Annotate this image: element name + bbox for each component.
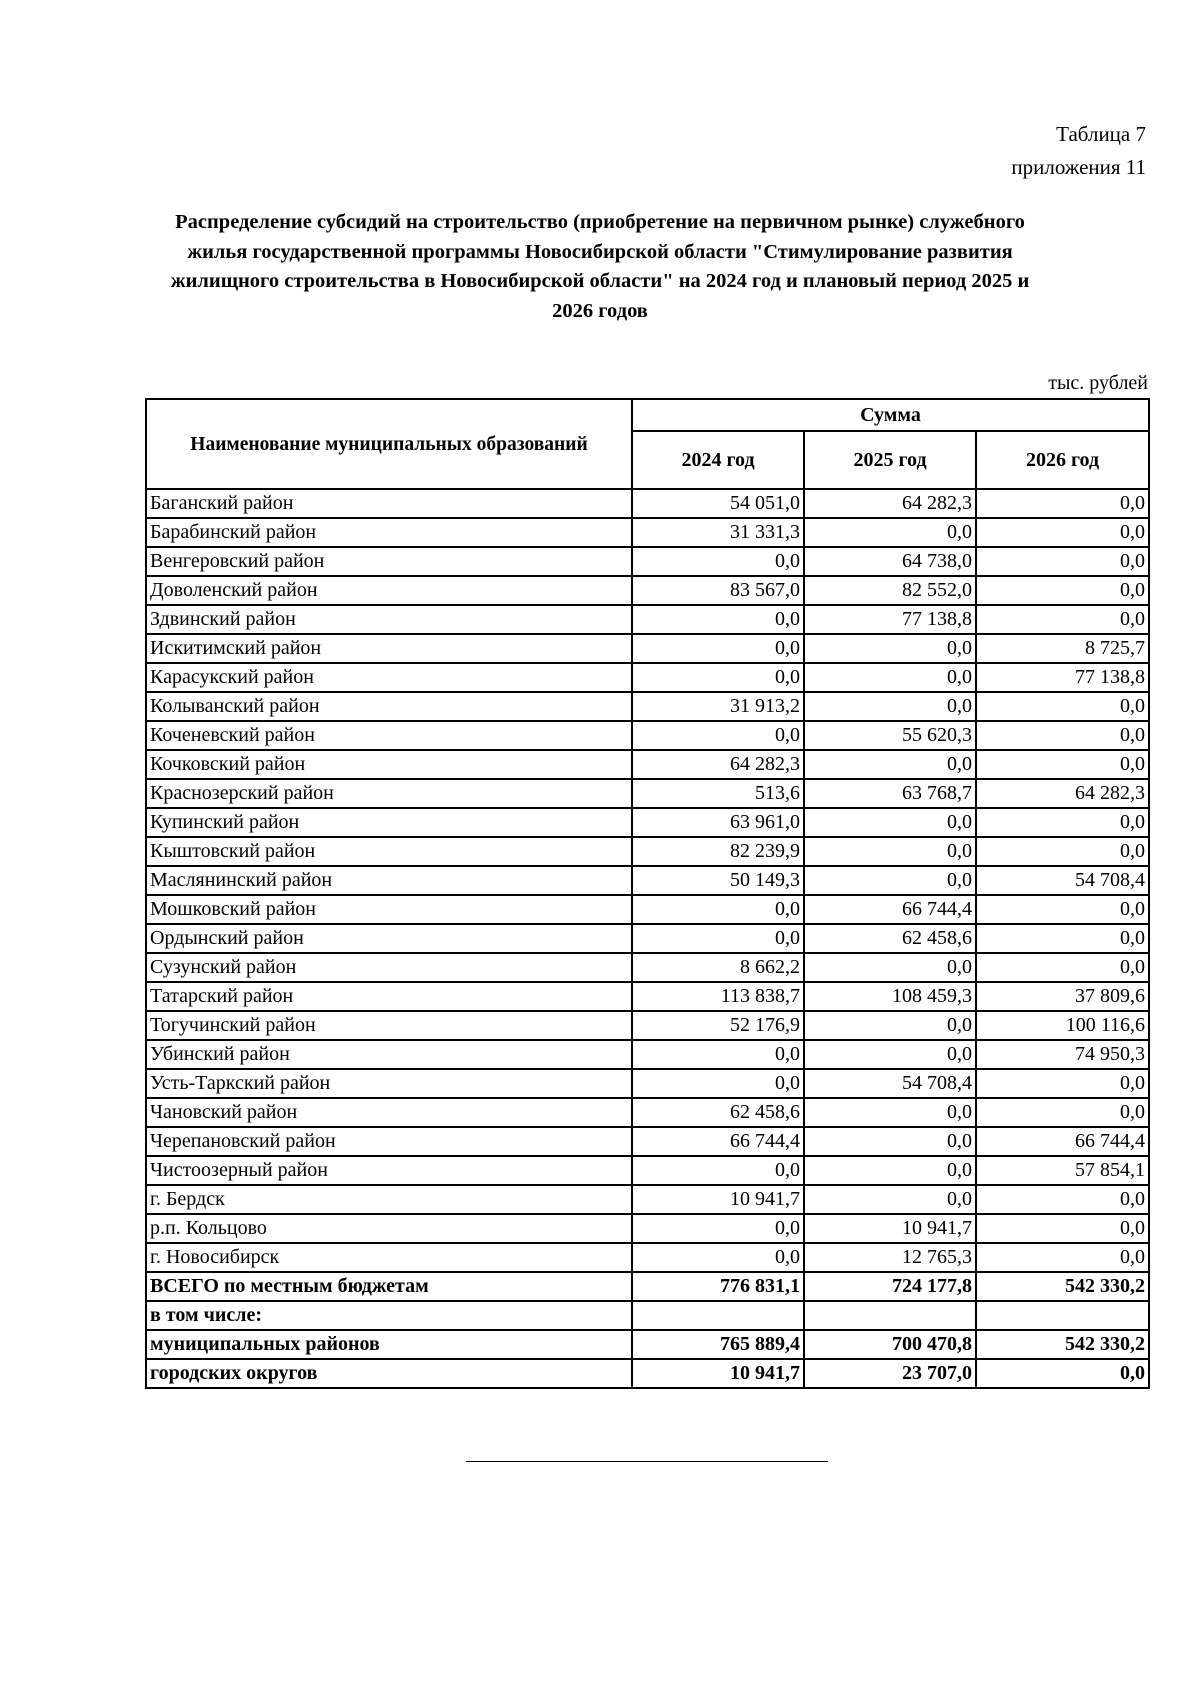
table-row — [146, 1214, 1149, 1243]
municipality-cell: Усть-Таркский район — [146, 1069, 632, 1098]
value-2024-cell: 82 239,9 — [632, 837, 804, 866]
appendix-number: приложения 11 — [1011, 155, 1146, 179]
value-2025-cell: 0,0 — [804, 1127, 976, 1156]
table-row — [146, 547, 1149, 576]
municipality-cell: Татарский район — [146, 982, 632, 1011]
table-row — [146, 953, 1149, 982]
value-2026-cell: 0,0 — [976, 489, 1149, 518]
table-row — [146, 1040, 1149, 1069]
municipality-cell: Кочковский район — [146, 750, 632, 779]
value-2025-cell: 0,0 — [804, 518, 976, 547]
table-row — [146, 982, 1149, 1011]
municipality-cell: Кыштовский район — [146, 837, 632, 866]
header-year-2024: 2024 год — [632, 431, 804, 489]
municipality-cell: Здвинский район — [146, 605, 632, 634]
value-2024-cell: 83 567,0 — [632, 576, 804, 605]
municipality-cell: в том числе: — [146, 1301, 632, 1330]
value-2026-cell: 0,0 — [976, 1098, 1149, 1127]
municipality-cell: Маслянинский район — [146, 866, 632, 895]
value-2024-cell: 31 913,2 — [632, 692, 804, 721]
value-2024-cell: 63 961,0 — [632, 808, 804, 837]
value-2024-cell: 52 176,9 — [632, 1011, 804, 1040]
value-2025-cell — [804, 1301, 976, 1330]
table-body — [146, 489, 1149, 1388]
value-2026-cell: 0,0 — [976, 518, 1149, 547]
municipality-cell: Чановский район — [146, 1098, 632, 1127]
municipality-cell: Убинский район — [146, 1040, 632, 1069]
municipality-cell: Черепановский район — [146, 1127, 632, 1156]
table-row — [146, 808, 1149, 837]
value-2025-cell: 66 744,4 — [804, 895, 976, 924]
value-2025-cell: 64 738,0 — [804, 547, 976, 576]
value-2026-cell: 0,0 — [976, 808, 1149, 837]
table-row — [146, 866, 1149, 895]
value-2026-cell: 74 950,3 — [976, 1040, 1149, 1069]
value-2024-cell: 113 838,7 — [632, 982, 804, 1011]
table-row — [146, 518, 1149, 547]
value-2025-cell: 0,0 — [804, 1156, 976, 1185]
value-2025-cell: 63 768,7 — [804, 779, 976, 808]
value-2024-cell: 776 831,1 — [632, 1272, 804, 1301]
table-row — [146, 1156, 1149, 1185]
value-2024-cell: 0,0 — [632, 663, 804, 692]
value-2025-cell: 23 707,0 — [804, 1359, 976, 1388]
value-2026-cell: 0,0 — [976, 750, 1149, 779]
municipality-cell: г. Новосибирск — [146, 1243, 632, 1272]
value-2026-cell: 57 854,1 — [976, 1156, 1149, 1185]
header-municipality: Наименование муниципальных образований — [146, 399, 632, 489]
municipality-cell: р.п. Кольцово — [146, 1214, 632, 1243]
value-2024-cell: 10 941,7 — [632, 1185, 804, 1214]
value-2025-cell: 55 620,3 — [804, 721, 976, 750]
table-row — [146, 692, 1149, 721]
value-2024-cell: 50 149,3 — [632, 866, 804, 895]
value-2025-cell: 700 470,8 — [804, 1330, 976, 1359]
value-2025-cell: 0,0 — [804, 1011, 976, 1040]
value-2025-cell: 54 708,4 — [804, 1069, 976, 1098]
value-2025-cell: 724 177,8 — [804, 1272, 976, 1301]
municipality-cell: Карасукский район — [146, 663, 632, 692]
value-2025-cell: 77 138,8 — [804, 605, 976, 634]
table-row — [146, 779, 1149, 808]
value-2024-cell: 10 941,7 — [632, 1359, 804, 1388]
value-2025-cell: 82 552,0 — [804, 576, 976, 605]
municipality-cell: Искитимский район — [146, 634, 632, 663]
table-row — [146, 837, 1149, 866]
value-2026-cell: 542 330,2 — [976, 1272, 1149, 1301]
value-2024-cell: 0,0 — [632, 895, 804, 924]
value-2026-cell: 0,0 — [976, 953, 1149, 982]
value-2026-cell: 0,0 — [976, 605, 1149, 634]
municipality-cell: г. Бердск — [146, 1185, 632, 1214]
value-2025-cell: 0,0 — [804, 1040, 976, 1069]
table-row — [146, 1011, 1149, 1040]
value-2026-cell: 100 116,6 — [976, 1011, 1149, 1040]
value-2026-cell: 8 725,7 — [976, 634, 1149, 663]
value-2026-cell: 0,0 — [976, 837, 1149, 866]
value-2025-cell: 0,0 — [804, 692, 976, 721]
value-2025-cell: 12 765,3 — [804, 1243, 976, 1272]
value-2024-cell: 0,0 — [632, 634, 804, 663]
table-row — [146, 1185, 1149, 1214]
header-year-2025: 2025 год — [804, 431, 976, 489]
value-2026-cell: 0,0 — [976, 547, 1149, 576]
municipality-cell: Коченевский район — [146, 721, 632, 750]
municipality-cell: Ордынский район — [146, 924, 632, 953]
municipality-cell: Тогучинский район — [146, 1011, 632, 1040]
municipality-cell: Колыванский район — [146, 692, 632, 721]
value-2026-cell: 66 744,4 — [976, 1127, 1149, 1156]
summary-row — [146, 1359, 1149, 1388]
value-2026-cell: 0,0 — [976, 1069, 1149, 1098]
value-2024-cell: 513,6 — [632, 779, 804, 808]
header-sum: Сумма — [632, 399, 1149, 431]
value-2026-cell: 0,0 — [976, 576, 1149, 605]
municipality-cell: Барабинский район — [146, 518, 632, 547]
table-row — [146, 750, 1149, 779]
value-2024-cell: 0,0 — [632, 547, 804, 576]
value-2025-cell: 0,0 — [804, 1185, 976, 1214]
municipality-cell: Сузунский район — [146, 953, 632, 982]
value-2024-cell: 62 458,6 — [632, 1098, 804, 1127]
municipality-cell: Мошковский район — [146, 895, 632, 924]
table-row — [146, 1069, 1149, 1098]
table-row — [146, 489, 1149, 518]
table-row — [146, 1098, 1149, 1127]
table-row — [146, 576, 1149, 605]
table-row — [146, 1243, 1149, 1272]
value-2026-cell: 542 330,2 — [976, 1330, 1149, 1359]
value-2025-cell: 0,0 — [804, 663, 976, 692]
value-2025-cell: 0,0 — [804, 750, 976, 779]
table-row — [146, 1127, 1149, 1156]
value-2026-cell — [976, 1301, 1149, 1330]
value-2025-cell: 64 282,3 — [804, 489, 976, 518]
document-title: Распределение субсидий на строительство (приобретение на первичном рынке) служебного жилья государственной программы Новосибирской области "Стимулирование развития жилищного строительства в Новосибирской области" на 2024 год и плановый период 2025 и 2026 годов — [170, 211, 1030, 322]
value-2026-cell: 0,0 — [976, 721, 1149, 750]
value-2024-cell: 8 662,2 — [632, 953, 804, 982]
municipality-cell: ВСЕГО по местным бюджетам — [146, 1272, 632, 1301]
value-2025-cell: 0,0 — [804, 866, 976, 895]
value-2025-cell: 0,0 — [804, 808, 976, 837]
table-row — [146, 895, 1149, 924]
value-2024-cell: 0,0 — [632, 1214, 804, 1243]
value-2026-cell: 0,0 — [976, 1359, 1149, 1388]
appendix-reference — [1011, 118, 1146, 184]
value-2024-cell: 0,0 — [632, 1069, 804, 1098]
value-2026-cell: 0,0 — [976, 1185, 1149, 1214]
value-2025-cell: 108 459,3 — [804, 982, 976, 1011]
municipality-cell: Купинский район — [146, 808, 632, 837]
value-2024-cell: 765 889,4 — [632, 1330, 804, 1359]
municipality-cell: Чистоозерный район — [146, 1156, 632, 1185]
value-2024-cell: 66 744,4 — [632, 1127, 804, 1156]
value-2025-cell: 0,0 — [804, 953, 976, 982]
value-2026-cell: 37 809,6 — [976, 982, 1149, 1011]
subsidy-table — [145, 398, 1150, 1389]
municipality-cell: Краснозерский район — [146, 779, 632, 808]
value-2025-cell: 0,0 — [804, 837, 976, 866]
end-rule — [466, 1461, 828, 1462]
table-row — [146, 605, 1149, 634]
value-2026-cell: 0,0 — [976, 1214, 1149, 1243]
value-2026-cell: 54 708,4 — [976, 866, 1149, 895]
value-2024-cell: 31 331,3 — [632, 518, 804, 547]
units-label: тыс. рублей — [1048, 372, 1148, 394]
summary-row — [146, 1272, 1149, 1301]
value-2024-cell: 54 051,0 — [632, 489, 804, 518]
value-2026-cell: 0,0 — [976, 895, 1149, 924]
value-2024-cell: 0,0 — [632, 1040, 804, 1069]
value-2025-cell: 10 941,7 — [804, 1214, 976, 1243]
value-2024-cell: 64 282,3 — [632, 750, 804, 779]
value-2024-cell: 0,0 — [632, 721, 804, 750]
value-2024-cell: 0,0 — [632, 605, 804, 634]
summary-row — [146, 1330, 1149, 1359]
header-year-2026: 2026 год — [976, 431, 1149, 489]
value-2024-cell: 0,0 — [632, 924, 804, 953]
value-2024-cell — [632, 1301, 804, 1330]
municipality-cell: Венгеровский район — [146, 547, 632, 576]
value-2026-cell: 0,0 — [976, 692, 1149, 721]
table-row — [146, 663, 1149, 692]
summary-row — [146, 1301, 1149, 1330]
value-2024-cell: 0,0 — [632, 1156, 804, 1185]
table-number: Таблица 7 — [1056, 122, 1146, 146]
table-row — [146, 924, 1149, 953]
value-2024-cell: 0,0 — [632, 1243, 804, 1272]
value-2025-cell: 0,0 — [804, 1098, 976, 1127]
municipality-cell: Доволенский район — [146, 576, 632, 605]
table-row — [146, 634, 1149, 663]
value-2025-cell: 0,0 — [804, 634, 976, 663]
municipality-cell: муниципальных районов — [146, 1330, 632, 1359]
value-2025-cell: 62 458,6 — [804, 924, 976, 953]
value-2026-cell: 0,0 — [976, 1243, 1149, 1272]
municipality-cell: городских округов — [146, 1359, 632, 1388]
value-2026-cell: 0,0 — [976, 924, 1149, 953]
value-2026-cell: 77 138,8 — [976, 663, 1149, 692]
value-2026-cell: 64 282,3 — [976, 779, 1149, 808]
municipality-cell: Баганский район — [146, 489, 632, 518]
table-row — [146, 721, 1149, 750]
